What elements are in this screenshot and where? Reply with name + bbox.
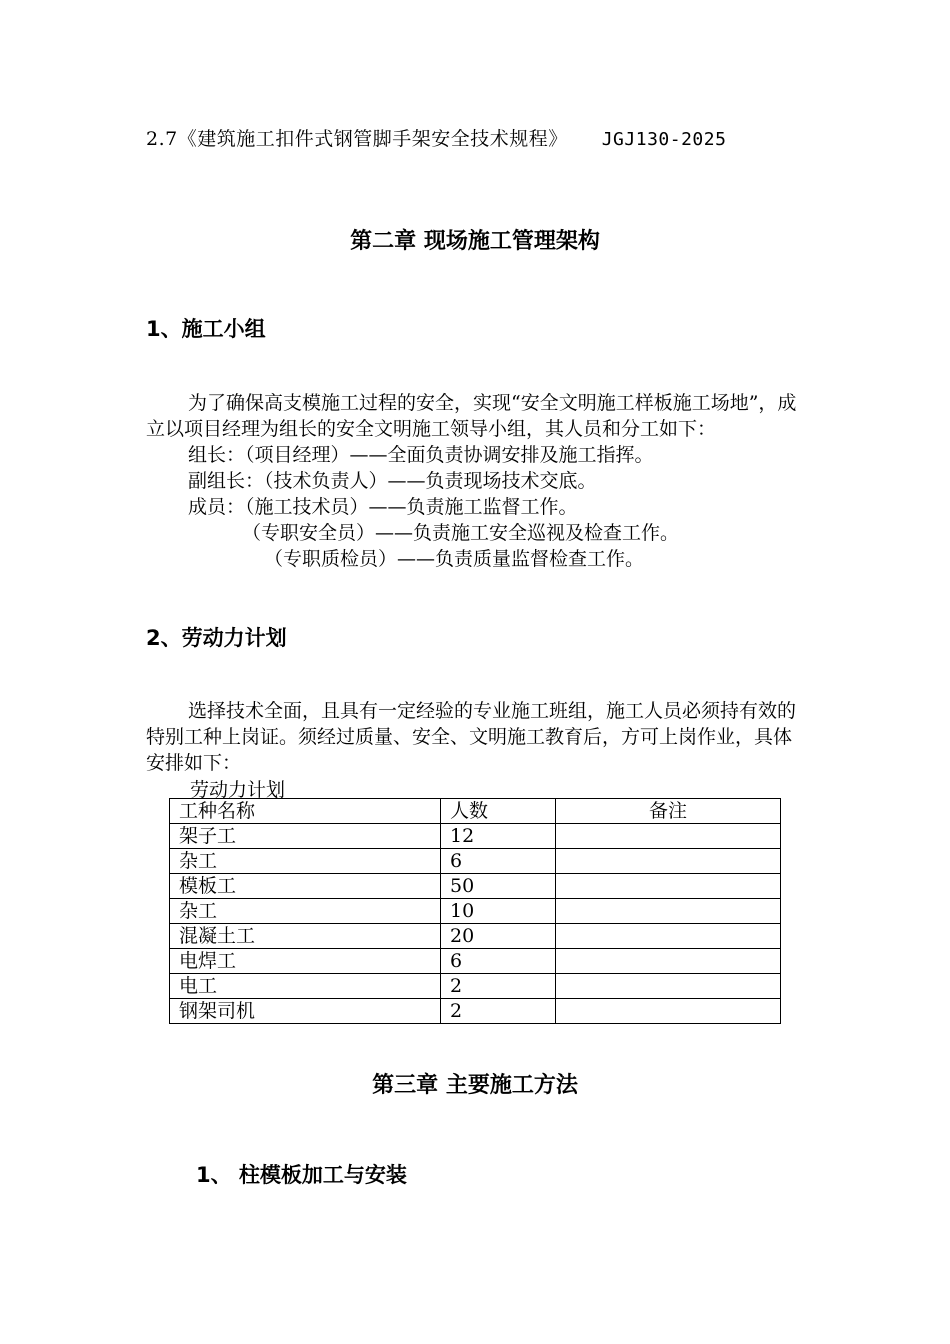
reference-line xyxy=(146,124,726,151)
column-header: 人数 xyxy=(441,799,556,824)
table-header-row xyxy=(170,799,781,824)
paragraph: 为了确保高支模施工过程的安全，实现“安全文明施工样板施工场地”，成立以项目经理为组长的安全文明施工领导小组，其人员和分工如下： xyxy=(146,392,797,440)
table-row xyxy=(170,974,781,999)
table-cell: 电工 xyxy=(170,974,441,999)
column-header: 工种名称 xyxy=(170,799,441,824)
section-heading: 1、 柱模板加工与安装 xyxy=(196,1163,407,1187)
reference-code: JGJ130-2025 xyxy=(601,129,727,150)
table-cell: 20 xyxy=(441,924,556,949)
table-cell: 钢架司机 xyxy=(170,999,441,1024)
table-cell: 10 xyxy=(441,899,556,924)
role-line: （专职安全员）——负责施工安全巡视及检查工作。 xyxy=(242,522,680,544)
role-line: 组长：（项目经理）——全面负责协调安排及施工指挥。 xyxy=(188,444,654,466)
chapter-title: 第三章 主要施工方法 xyxy=(372,1073,578,1098)
table-row xyxy=(170,899,781,924)
section-heading: 1、施工小组 xyxy=(146,317,266,341)
section-heading: 2、劳动力计划 xyxy=(146,626,287,650)
table-row xyxy=(170,924,781,949)
table-row xyxy=(170,949,781,974)
table-cell xyxy=(556,924,781,949)
table-cell: 杂工 xyxy=(170,849,441,874)
table-cell: 电焊工 xyxy=(170,949,441,974)
table-cell: 2 xyxy=(441,999,556,1024)
table-row xyxy=(170,874,781,899)
table-cell: 杂工 xyxy=(170,899,441,924)
table-cell: 模板工 xyxy=(170,874,441,899)
section-body xyxy=(146,390,806,572)
reference-title: 2.7《建筑施工扣件式钢管脚手架安全技术规程》 xyxy=(146,128,568,150)
table-cell: 2 xyxy=(441,974,556,999)
table-cell xyxy=(556,849,781,874)
table-caption: 劳动力计划 xyxy=(190,779,286,801)
table-row xyxy=(170,824,781,849)
table-row xyxy=(170,849,781,874)
table-cell: 50 xyxy=(441,874,556,899)
table-cell: 架子工 xyxy=(170,824,441,849)
table-cell xyxy=(556,824,781,849)
paragraph: 选择技术全面，且具有一定经验的专业施工班组，施工人员必须持有效的特别工种上岗证。须经过质量、安全、文明施工教育后，方可上岗作业，具体安排如下： xyxy=(146,700,797,774)
table-cell xyxy=(556,874,781,899)
role-line: （专职质检员）——负责质量监督检查工作。 xyxy=(264,548,645,570)
column-header: 备注 xyxy=(556,799,781,824)
table-cell xyxy=(556,999,781,1024)
role-line: 成员：（施工技术员）——负责施工监督工作。 xyxy=(188,496,578,518)
table-cell: 6 xyxy=(441,949,556,974)
labor-plan-table xyxy=(169,798,781,1024)
table-cell xyxy=(556,949,781,974)
table-cell xyxy=(556,899,781,924)
role-line: 副组长：（技术负责人）——负责现场技术交底。 xyxy=(188,470,597,492)
chapter-title: 第二章 现场施工管理架构 xyxy=(350,229,600,254)
table-cell: 12 xyxy=(441,824,556,849)
table-row xyxy=(170,999,781,1024)
section-body xyxy=(146,698,806,776)
table-cell: 6 xyxy=(441,849,556,874)
table-cell xyxy=(556,974,781,999)
table-cell: 混凝土工 xyxy=(170,924,441,949)
